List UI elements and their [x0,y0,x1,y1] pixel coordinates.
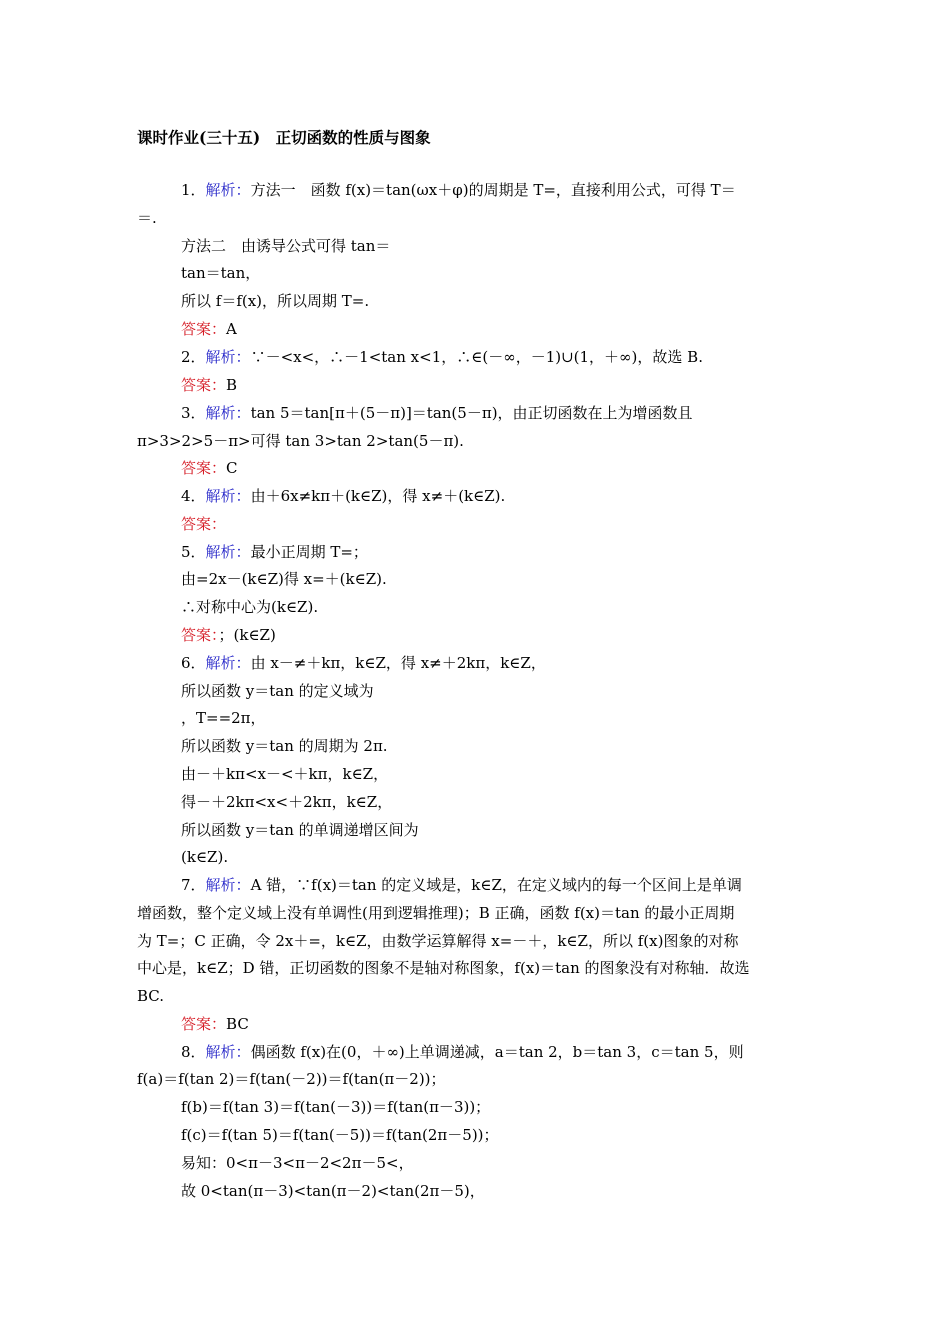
line-text: 由＋6x≠kπ＋(k∈Z)，得 x≠＋(k∈Z). [250,487,506,505]
item-number: 4． [181,487,206,505]
item-number: 2． [181,348,206,366]
line-q8-4: f(c)＝f(tan 5)＝f(tan(－5))＝f(tan(2π－5))； [181,1126,499,1144]
answer-q7 [181,1014,249,1034]
answer-label: 答案： [181,1015,227,1033]
analysis-label: 解析： [205,487,251,505]
line-q6-4: 所以函数 y＝tan 的周期为 2π. [181,737,388,755]
line-text: 方法一 函数 f(x)＝tan(ωx＋φ)的周期是 T=，直接利用公式，可得 T＝ [250,181,736,199]
answer-label: 答案： [181,626,219,644]
line-q8-5: 易知：0<π－3<π－2<2π－5<， [181,1154,414,1172]
analysis-label: 解析： [205,348,251,366]
line-q5-2: 由=2x－(k∈Z)得 x=＋(k∈Z). [181,570,387,588]
item-number: 6． [181,654,206,672]
line-q7-5: BC. [137,987,165,1005]
line-q7-1 [181,875,742,895]
analysis-label: 解析： [205,654,251,672]
answer-value: BC [226,1015,249,1033]
item-number: 3． [181,404,206,422]
line-q8-1 [181,1042,744,1062]
line-q5-1 [181,542,368,562]
line-q3-2: π>3>2>5－π>可得 tan 3>tan 2>tan(5－π). [137,432,464,450]
answer-value: C [226,459,238,477]
line-q2-1 [181,347,703,367]
answer-q4 [181,514,226,534]
line-text: 最小正周期 T=； [250,543,368,561]
line-q8-6: 故 0<tan(π－3)<tan(π－2)<tan(2π－5)， [181,1182,485,1200]
item-number: 1． [181,181,206,199]
line-q6-1 [181,653,546,673]
answer-label: 答案： [181,515,227,533]
line-q5-3: ∴对称中心为(k∈Z). [181,598,319,616]
line-q1-4: tan＝tan， [181,264,261,282]
answer-q3 [181,458,238,478]
line-q7-2: 增函数，整个定义域上没有单调性(用到逻辑推理)；B 正确，函数 f(x)＝tan 的最小正周期 [137,904,735,922]
line-text: 由 x－≠＋kπ，k∈Z，得 x≠＋2kπ，k∈Z， [250,654,546,672]
line-q1-2: ＝. [137,209,157,227]
analysis-label: 解析： [205,876,251,894]
line-q6-5: 由－＋kπ<x－<＋kπ，k∈Z， [181,765,389,783]
item-number: 7． [181,876,206,894]
analysis-label: 解析： [205,1043,251,1061]
line-q6-6: 得－＋2kπ<x<＋2kπ，k∈Z， [181,793,393,811]
line-q6-7: 所以函数 y＝tan 的单调递增区间为 [181,821,419,839]
line-text: A 错，∵f(x)＝tan 的定义域是，k∈Z，在定义域内的每一个区间上是单调 [250,876,742,894]
answer-q1 [181,319,237,339]
analysis-label: 解析： [205,543,251,561]
line-q1-5: 所以 f＝f(x)，所以周期 T=. [181,292,370,310]
answer-label: 答案： [181,320,227,338]
line-q4-1 [181,486,505,506]
line-q1-3: 方法二 由诱导公式可得 tan＝ [181,237,391,255]
line-text: tan 5＝tan[π＋(5－π)]＝tan(5－π)，由正切函数在上为增函数且 [250,404,693,422]
line-text: 偶函数 f(x)在(0，＋∞)上单调递减，a＝tan 2，b＝tan 3，c＝tan 5，则 [250,1043,744,1061]
line-q1-1 [181,180,736,200]
line-q7-3: 为 T=；C 正确，令 2x＋=，k∈Z，由数学运算解得 x=－＋，k∈Z，所以 f(x)图象的对称 [137,932,739,950]
answer-q5 [181,625,276,645]
line-q8-3: f(b)＝f(tan 3)＝f(tan(－3))＝f(tan(π－3))； [181,1098,491,1116]
answer-value: ；(k∈Z) [218,626,276,644]
item-number: 5． [181,543,206,561]
item-number: 8． [181,1043,206,1061]
line-q6-3: ，T==2π， [181,709,266,727]
line-q3-1 [181,403,693,423]
line-q8-2: f(a)＝f(tan 2)＝f(tan(－2))＝f(tan(π－2))； [137,1070,446,1088]
page-title: 课时作业(三十五) 正切函数的性质与图象 [137,128,431,147]
line-q7-4: 中心是，k∈Z；D 错，正切函数的图象不是轴对称图象，f(x)＝tan 的图象没有对称轴．故选 [137,959,750,977]
analysis-label: 解析： [205,404,251,422]
line-text: ∵－<x<，∴－1<tan x<1，∴∈(－∞，－1)∪(1，＋∞)，故选 B. [250,348,703,366]
answer-label: 答案： [181,459,227,477]
line-q6-2: 所以函数 y＝tan 的定义域为 [181,682,374,700]
answer-value: B [226,376,238,394]
answer-q2 [181,375,237,395]
line-q6-8: (k∈Z). [181,848,229,866]
analysis-label: 解析： [205,181,251,199]
answer-value: A [226,320,237,338]
answer-label: 答案： [181,376,227,394]
